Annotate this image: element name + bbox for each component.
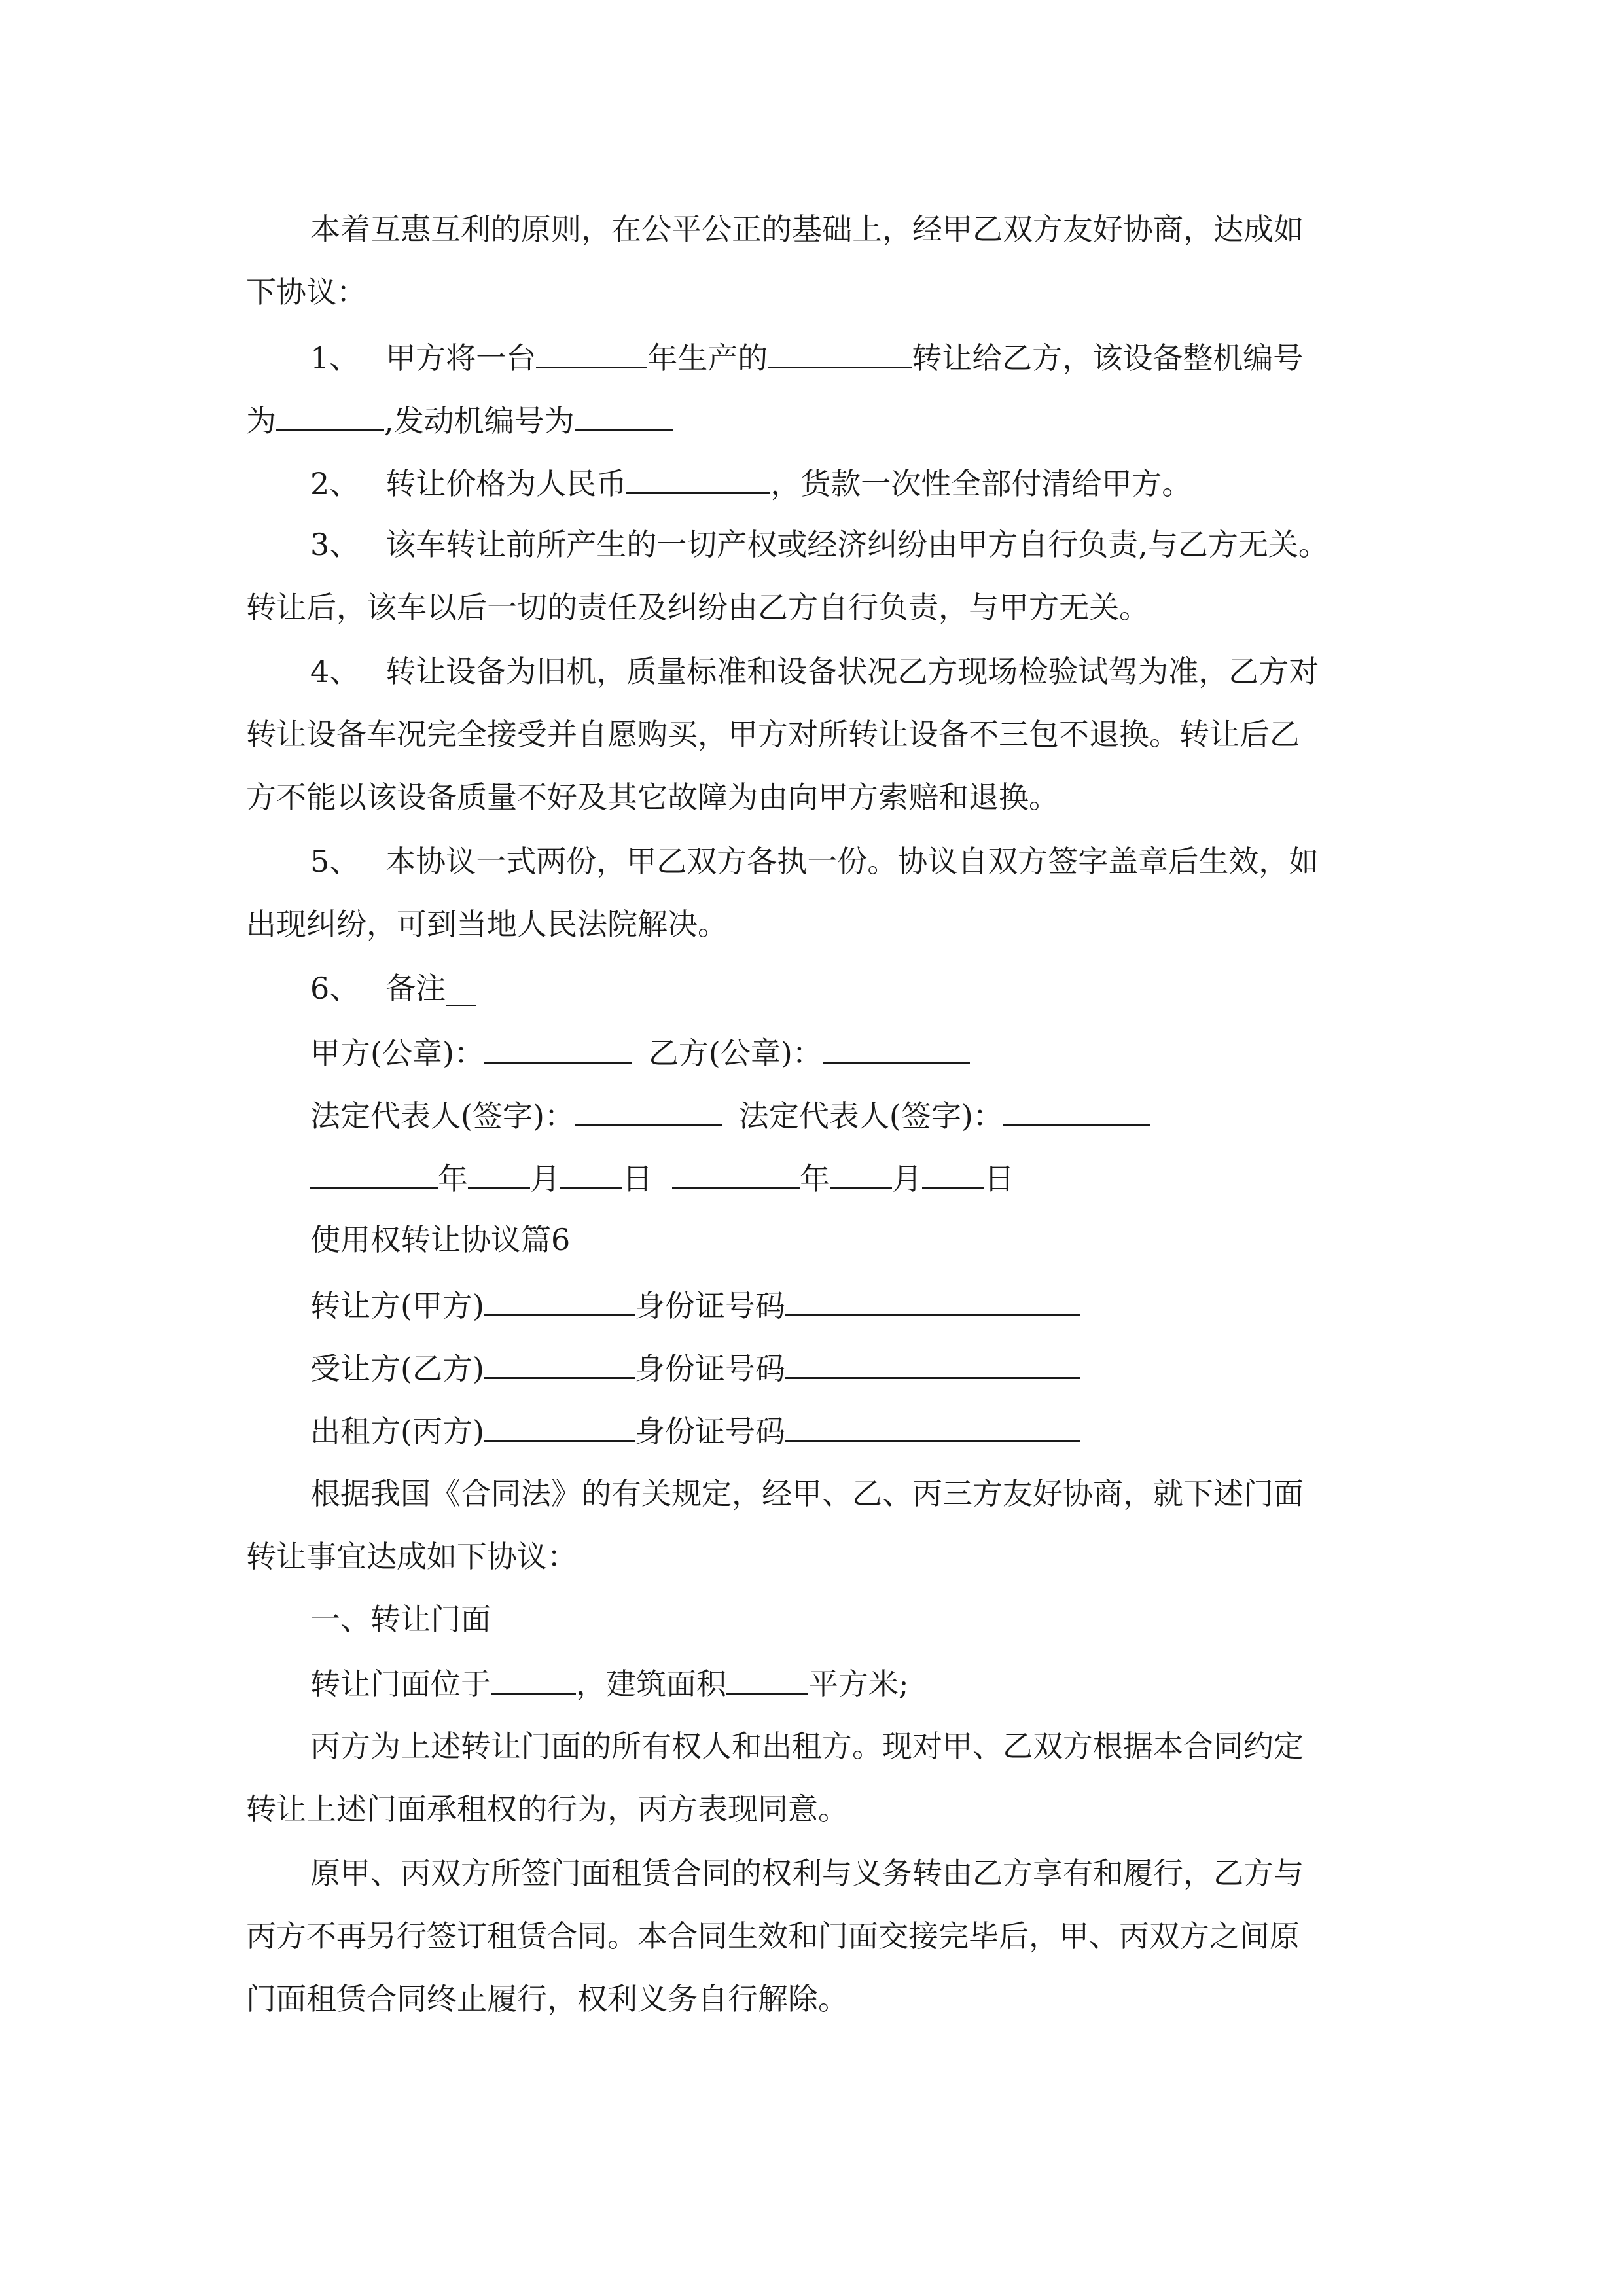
heading-transfer-storefront: 一、转让门面 [310, 1602, 491, 1637]
item-4-number: 4、 [310, 654, 360, 689]
date-2-month-blank[interactable] [830, 1157, 892, 1189]
item-1-text-d: 为 [246, 403, 276, 439]
date-1-year-blank[interactable] [310, 1157, 438, 1189]
legal-rep-2-label: 法定代表人(签字)： [738, 1098, 1003, 1134]
intro-line-1: 本着互惠互利的原则，在公平公正的基础上，经甲乙双方友好协商，达成如 [310, 211, 1304, 247]
date-2-year-blank[interactable] [672, 1157, 800, 1189]
lessor-label: 出租方(丙方) [310, 1414, 484, 1449]
item-2-text-b: ，货款一次性全部付清给甲方。 [770, 466, 1192, 501]
item-1-text-c: 转让给乙方，该设备整机编号 [912, 340, 1304, 376]
legal-rep-2-blank[interactable] [1003, 1094, 1150, 1126]
item-2-number: 2、 [310, 466, 360, 501]
date-1-month-blank[interactable] [468, 1157, 530, 1189]
paragraph-2-line-3: 门面租赁合同终止履行，权利义务自行解除。 [246, 1981, 848, 2017]
paragraph-2-line-2: 丙方不再另行签订租赁合同。本合同生效和门面交接完毕后，甲、丙双方之间原 [246, 1918, 1300, 1954]
party-a-seal-label: 甲方(公章)： [310, 1035, 484, 1071]
item-1-text-b: 年生产的 [647, 340, 768, 376]
legal-rep-line [310, 1094, 1150, 1136]
date-2-day-blank[interactable] [922, 1157, 984, 1189]
item-2-text-a: 转让价格为人民币 [385, 466, 627, 501]
transferor-id-label: 身份证号码 [634, 1288, 785, 1323]
intro-line-2: 下协议： [246, 274, 366, 310]
area-blank[interactable] [726, 1662, 808, 1695]
item-3-line-1 [310, 525, 1329, 564]
paragraph-2-line-1: 原甲、丙双方所签门面租赁合同的权利与义务转由乙方享有和履行，乙方与 [310, 1856, 1304, 1891]
transferee-line [310, 1347, 1080, 1388]
item-5-line-1 [310, 842, 1319, 881]
party-b-seal-label: 乙方(公章)： [648, 1035, 823, 1071]
item-1-line-1 [310, 336, 1303, 378]
transferor-id-blank[interactable] [785, 1284, 1080, 1316]
date-2-day-label: 日 [984, 1161, 1014, 1196]
paragraph-1-line-2: 转让上述门面承租权的行为，丙方表现同意。 [246, 1791, 848, 1827]
date-1-month-label: 月 [530, 1161, 560, 1196]
item-5-text-a: 本协议一式两份，甲乙双方各执一份。协议自双方签字盖章后生效，如 [385, 844, 1319, 879]
location-line [310, 1662, 909, 1704]
date-2-year-label: 年 [800, 1161, 830, 1196]
item-6-text-a: 备注__ [385, 971, 476, 1006]
transferee-label: 受让方(乙方) [310, 1351, 484, 1386]
lessor-line [310, 1410, 1080, 1451]
machine-number-blank[interactable] [276, 399, 384, 431]
date-1-day-blank[interactable] [560, 1157, 622, 1189]
legal-rep-1-label: 法定代表人(签字)： [310, 1098, 575, 1134]
date-1-year-label: 年 [438, 1161, 468, 1196]
item-3-text-a: 该车转让前所产生的一切产权或经济纠纷由甲方自行负责,与乙方无关。 [385, 527, 1329, 562]
item-1-text-e: ,发动机编号为 [384, 403, 575, 439]
item-5-line-2: 出现纠纷，可到当地人民法院解决。 [246, 906, 728, 942]
engine-number-blank[interactable] [575, 399, 673, 431]
section-title: 使用权转让协议篇6 [310, 1222, 571, 1257]
basis-line-2: 转让事宜达成如下协议： [246, 1539, 577, 1574]
item-1-line-2 [246, 399, 673, 440]
item-4-text-a: 转让设备为旧机，质量标准和设备状况乙方现场检验试驾为准，乙方对 [385, 654, 1319, 689]
item-4-line-2: 转让设备车况完全接受并自愿购买，甲方对所转让设备不三包不退换。转让后乙 [246, 717, 1300, 752]
transferor-name-blank[interactable] [484, 1284, 635, 1316]
item-6-number: 6、 [310, 971, 360, 1006]
location-text-a: 转让门面位于 [310, 1666, 491, 1702]
transferee-name-blank[interactable] [484, 1347, 635, 1379]
basis-line-1: 根据我国《合同法》的有关规定，经甲、乙、丙三方友好协商，就下述门面 [310, 1476, 1304, 1511]
date-2-month-label: 月 [892, 1161, 922, 1196]
seal-line [310, 1031, 970, 1073]
year-blank[interactable] [536, 336, 647, 368]
item-6 [310, 969, 476, 1008]
legal-rep-1-blank[interactable] [575, 1094, 722, 1126]
location-text-b: ，建筑面积 [576, 1666, 726, 1702]
lessor-id-blank[interactable] [785, 1410, 1080, 1442]
transferor-line [310, 1284, 1080, 1325]
item-3-number: 3、 [310, 527, 360, 562]
date-1-day-label: 日 [622, 1161, 652, 1196]
item-5-number: 5、 [310, 844, 360, 879]
party-b-seal-blank[interactable] [823, 1031, 970, 1064]
location-text-c: 平方米; [808, 1666, 909, 1702]
date-line [310, 1157, 1014, 1198]
transferee-id-blank[interactable] [785, 1347, 1080, 1379]
item-1-number: 1、 [310, 340, 360, 376]
equipment-blank[interactable] [768, 336, 912, 368]
item-4-line-3: 方不能以该设备质量不好及其它故障为由向甲方索赔和退换。 [246, 780, 1059, 815]
transferor-label: 转让方(甲方) [310, 1288, 484, 1323]
item-3-line-2: 转让后，该车以后一切的责任及纠纷由乙方自行负责，与甲方无关。 [246, 590, 1149, 625]
lessor-name-blank[interactable] [484, 1410, 635, 1442]
transferee-id-label: 身份证号码 [634, 1351, 785, 1386]
party-a-seal-blank[interactable] [484, 1031, 632, 1064]
item-2 [310, 462, 1192, 503]
lessor-id-label: 身份证号码 [634, 1414, 785, 1449]
paragraph-1-line-1: 丙方为上述转让门面的所有权人和出租方。现对甲、乙双方根据本合同约定 [310, 1729, 1304, 1764]
item-4-line-1 [310, 652, 1319, 691]
item-1-text-a: 甲方将一台 [385, 340, 537, 376]
price-blank[interactable] [626, 462, 770, 494]
location-blank[interactable] [491, 1662, 576, 1695]
